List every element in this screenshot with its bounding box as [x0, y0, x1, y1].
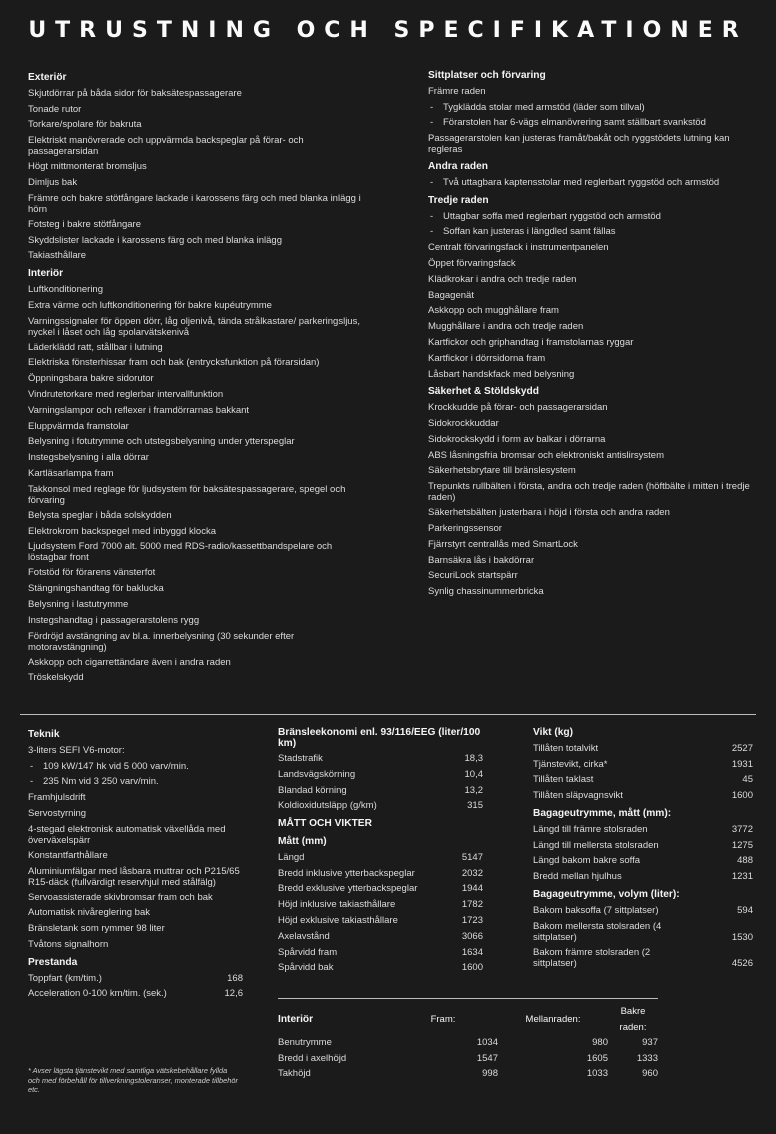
table-cell: 960	[642, 1068, 658, 1080]
table-header: Bakre raden:	[619, 1006, 647, 1033]
spec-row	[278, 960, 483, 976]
section-heading: Säkerhet & Stöldskydd	[428, 386, 539, 398]
spec-row	[533, 838, 753, 854]
section-heading: Bränsleekonomi enl. 93/116/EEG (liter/100 km)	[278, 727, 481, 749]
spec-label: Bredd mellan hjulhus	[533, 871, 622, 883]
list-item: Extra värme och luftkonditionering för bakre kupéutrymme	[28, 299, 272, 311]
teknik-section	[28, 725, 243, 1002]
spec-row	[278, 897, 483, 913]
section-divider	[20, 714, 756, 715]
section-heading: Prestanda	[28, 956, 78, 968]
spec-label: Längd	[278, 851, 305, 863]
spec-value: 488	[737, 855, 753, 867]
spec-value: 13,2	[464, 784, 483, 796]
list-item: Belysta speglar i båda solskydden	[28, 509, 172, 521]
table-cell: 1034	[476, 1037, 498, 1049]
list-item: Servoassisterade skivbromsar fram och bak	[28, 891, 213, 903]
list-item: 3-liters SEFI V6-motor:	[28, 744, 125, 756]
spec-label: Tillåten släpvagnsvikt	[533, 790, 623, 802]
spec-label: Bakom främre stolsraden (2 sittplatser)	[533, 946, 651, 969]
list-item: Torkare/spolare för bakruta	[28, 119, 142, 131]
spec-value: 1634	[461, 946, 483, 958]
table-header: Fram:	[430, 1013, 456, 1025]
list-item: Synlig chassinummerbricka	[428, 586, 544, 598]
list-item: Bagagenät	[428, 289, 474, 301]
list-item: Tröskelskydd	[28, 672, 84, 684]
spec-value: 1723	[461, 914, 483, 926]
spec-label: Längd till mellersta stolsraden	[533, 839, 659, 851]
list-item: Fotstöd för förarens vänsterfot	[28, 567, 156, 579]
list-item: ABS låsningsfria bromsar och elektroniskt antislirsystem	[428, 449, 665, 461]
sub-list-item: - Tygklädda stolar med armstöd (läder som tillval)	[428, 100, 758, 116]
list-item: Sidokrockkuddar	[428, 417, 499, 429]
list-item: Barnsäkra lås i bakdörrar	[428, 554, 535, 566]
list-item: Sidokrockskydd i form av balkar i dörrarna	[428, 433, 606, 445]
spec-row	[533, 945, 753, 971]
spec-value: 5147	[461, 851, 483, 863]
list-item: Kartläsarlampa fram	[28, 467, 114, 479]
spec-value: 1231	[731, 871, 753, 883]
table-row	[278, 1051, 658, 1067]
section-heading: Vikt (kg)	[533, 727, 574, 738]
list-item: Automatisk nivåreglering bak	[28, 907, 150, 919]
list-item: Takkonsol med reglage för ljudsystem för baksätespassagerare, spegel och förvaring	[28, 483, 346, 506]
weight-and-luggage-section	[533, 723, 753, 971]
list-item: 4-stegad elektronisk automatisk växellåda med överväxelspärr	[28, 823, 226, 846]
list-item: Främre och bakre stötfångare lackade i karossens färg och med blanka inlägg i hörn	[28, 192, 361, 215]
spec-label: Längd till främre stolsraden	[533, 823, 648, 835]
spec-row	[278, 881, 483, 897]
spec-value: 1600	[731, 790, 753, 802]
spec-value: 12,6	[224, 988, 243, 1000]
spec-label: Bakom baksoffa (7 sittplatser)	[533, 904, 659, 916]
list-item: Belysning i lastutrymme	[28, 598, 129, 610]
spec-row	[278, 850, 483, 866]
list-item: Eluppvärmda framstolar	[28, 420, 129, 432]
list-item: Elektriskt manövrerade och uppvärmda backspeglar på förar- och passagerarsidan	[28, 135, 304, 158]
spec-row	[533, 741, 753, 757]
list-item: Askkopp och mugghållare fram	[428, 305, 559, 317]
spec-value: 2527	[731, 742, 753, 754]
list-item: Trepunkts rullbälten i första, andra och tredje raden (höftbälte i mitten i tredje raden)	[428, 481, 750, 504]
list-item: Servostyrning	[28, 807, 87, 819]
table-cell: 1605	[586, 1052, 608, 1064]
list-item: Varningslampor och reflexer i framdörrarnas bakkant	[28, 404, 250, 416]
spec-row	[278, 866, 483, 882]
spec-label: Toppfart (km/tim.)	[28, 972, 102, 984]
section-heading: Mått (mm)	[278, 835, 327, 847]
spec-value: 594	[737, 904, 753, 916]
spec-label: Tillåten taklast	[533, 774, 594, 786]
section-heading: MÅTT OCH VIKTER	[278, 818, 372, 830]
list-item: Belysning i fotutrymme och utstegsbelysning under ytterspeglar	[28, 436, 295, 448]
list-item: Elektrokrom backspegel med inbyggd klocka	[28, 525, 216, 537]
spec-row	[533, 822, 753, 838]
list-item: Säkerhetsbälten justerbara i höjd i första och andra raden	[428, 507, 670, 519]
spec-row	[28, 971, 243, 987]
list-item: SecuriLock startspärr	[428, 570, 518, 582]
table-cell: 1033	[586, 1068, 608, 1080]
sub-list-item: - Förarstolen har 6-vägs elmanövrering samt ställbart svankstöd	[428, 115, 758, 131]
spec-row	[28, 986, 243, 1002]
list-item: Låsbart handskfack med belysning	[428, 368, 575, 380]
spec-value: 3066	[461, 930, 483, 942]
table-row-label: Benutrymme	[278, 1037, 332, 1049]
spec-label: Stadstrafik	[278, 753, 323, 764]
table-header: Mellanraden:	[525, 1013, 581, 1025]
list-item: Vindrutetorkare med reglerbar intervallfunktion	[28, 388, 224, 400]
list-item: Centralt förvaringsfack i instrumentpanelen	[428, 242, 609, 254]
spec-value: 4526	[731, 957, 753, 969]
spec-value: 1782	[461, 899, 483, 911]
spec-value: 18,3	[464, 753, 483, 764]
spec-row	[278, 783, 483, 799]
spec-label: Axelavstånd	[278, 930, 330, 942]
spec-label: Längd bakom bakre soffa	[533, 855, 641, 867]
spec-value: 45	[742, 774, 753, 786]
list-item: Kartfickor och griphandtag i framstolarnas ryggar	[428, 336, 634, 348]
section-heading: Exteriör	[28, 72, 67, 83]
spec-value: 1275	[731, 839, 753, 851]
table-cell: 1547	[476, 1052, 498, 1064]
list-item: Takiasthållare	[28, 250, 87, 262]
list-item: Skjutdörrar på båda sidor för baksätespassagerare	[28, 87, 242, 99]
spec-row	[533, 788, 753, 804]
spec-label: Bredd inklusive ytterbackspeglar	[278, 867, 415, 879]
spec-label: Blandad körning	[278, 784, 347, 796]
spec-row	[278, 929, 483, 945]
table-row-label: Bredd i axelhöjd	[278, 1052, 347, 1064]
table-cell: 980	[592, 1037, 608, 1049]
spec-value: 3772	[731, 823, 753, 835]
spec-value: 168	[227, 972, 243, 984]
list-item: Tvåtons signalhorn	[28, 938, 109, 950]
equipment-column-right	[428, 66, 758, 600]
list-item: Öppningsbara bakre sidorutor	[28, 373, 154, 385]
spec-label: Tjänstevikt, cirka*	[533, 758, 608, 770]
spec-label: Tillåten totalvikt	[533, 742, 599, 754]
spec-row	[533, 919, 753, 945]
spec-row	[278, 945, 483, 961]
list-item: Stängningshandtag för baklucka	[28, 583, 164, 595]
table-header-row	[278, 1004, 658, 1035]
section-heading: Bagageutrymme, mått (mm):	[533, 807, 672, 819]
interior-table-divider	[278, 998, 658, 999]
list-item: Dimljus bak	[28, 176, 78, 188]
list-item: Säkerhetsbrytare till bränslesystem	[428, 465, 576, 477]
list-item: Kartfickor i dörrsidorna fram	[428, 352, 546, 364]
interior-dimensions-table	[278, 1004, 658, 1082]
list-item: Öppet förvaringsfack	[428, 257, 516, 269]
section-heading: Andra raden	[428, 161, 489, 173]
equipment-column-left	[28, 68, 368, 686]
spec-value: 1530	[731, 931, 753, 943]
sub-list-item: - 109 kW/147 hk vid 5 000 varv/min.	[28, 759, 243, 775]
spec-row	[533, 869, 753, 885]
list-item: Mugghållare i andra och tredje raden	[428, 321, 584, 333]
spec-row	[278, 767, 483, 783]
spec-row	[533, 757, 753, 773]
list-item: Tonade rutor	[28, 103, 82, 115]
list-item: Fördröjd avstängning av bl.a. innerbelysning (30 sekunder efter motoravstängning)	[28, 630, 295, 653]
spec-value: 315	[467, 800, 483, 812]
list-item: Luftkonditionering	[28, 283, 103, 295]
spec-row	[533, 853, 753, 869]
table-cell: 998	[482, 1068, 498, 1080]
sub-list-item: - Två uttagbara kaptensstolar med reglerbart ryggstöd och armstöd	[428, 175, 758, 191]
list-item: Aluminiumfälgar med låsbara muttrar och P215/65 R15-däck (fullvärdigt reservhjul med stålfälg)	[28, 865, 240, 888]
section-heading: Interiör	[28, 268, 64, 280]
spec-label: Höjd exklusive takiasthållare	[278, 914, 398, 926]
spec-value: 1944	[461, 883, 483, 895]
list-item: Instegsbelysning i alla dörrar	[28, 452, 149, 464]
list-item: Klädkrokar i andra och tredje raden	[428, 273, 577, 285]
list-item: Parkeringssensor	[428, 522, 502, 534]
spec-value: 2032	[461, 867, 483, 879]
list-item: Högt mittmonterat bromsljus	[28, 161, 147, 173]
table-header: Interiör	[278, 1013, 314, 1025]
list-item: Ljudsystem Ford 7000 alt. 5000 med RDS-radio/kassettbandspelare och löstagbar front	[28, 541, 333, 564]
page-title: UTRUSTNING OCH SPECIFIKATIONER	[28, 18, 748, 43]
list-item: Främre raden	[428, 85, 486, 97]
spec-label: Acceleration 0-100 km/tim. (sek.)	[28, 988, 167, 1000]
list-item: Instegshandtag i passagerarstolens rygg	[28, 614, 200, 626]
list-item: Konstantfarthållare	[28, 849, 108, 861]
sub-list-item: - Uttagbar soffa med reglerbart ryggstöd och armstöd	[428, 209, 758, 225]
list-item: Läderklädd ratt, stållbar i lutning	[28, 341, 163, 353]
footnote: * Avser lägsta tjänstevikt med samtliga vätskebehållare fyllda och med förbehåll för tillverkningstoleranser, monterade tillbehör etc.	[28, 1066, 238, 1095]
section-heading: Tredje raden	[428, 194, 489, 206]
spec-value: 1600	[461, 962, 483, 974]
spec-value: 10,4	[464, 768, 483, 780]
table-row	[278, 1035, 658, 1051]
fuel-and-dimensions-section	[278, 723, 483, 976]
list-item: Askkopp och cigarrettändare även i andra raden	[28, 656, 231, 668]
list-item: Elektriska fönsterhissar fram och bak (entrycksfunktion på förarsidan)	[28, 357, 320, 369]
list-item: Bränsletank som rymmer 98 liter	[28, 923, 165, 935]
spec-row	[533, 903, 753, 919]
spec-row	[278, 751, 483, 767]
table-cell: 1333	[636, 1052, 658, 1064]
spec-row	[533, 772, 753, 788]
sub-list-item: - 235 Nm vid 3 250 varv/min.	[28, 774, 243, 790]
table-cell: 937	[642, 1037, 658, 1049]
list-item: Framhjulsdrift	[28, 792, 86, 804]
list-item: Skyddslister lackade i karossens färg och med blanka inlägg	[28, 234, 282, 246]
section-heading: Sittplatser och förvaring	[428, 70, 546, 81]
spec-row	[278, 913, 483, 929]
spec-row	[278, 798, 483, 814]
section-heading: Bagageutrymme, volym (liter):	[533, 888, 680, 900]
section-heading: Teknik	[28, 729, 60, 740]
spec-value: 1931	[731, 758, 753, 770]
spec-label: Bakom mellersta stolsraden (4 sittplatser)	[533, 920, 662, 943]
sub-list-item: - Soffan kan justeras i längdled samt fällas	[428, 224, 758, 240]
spec-label: Koldioxidutsläpp (g/km)	[278, 800, 377, 812]
list-item: Fjärrstyrt centrallås med SmartLock	[428, 538, 578, 550]
table-row-label: Takhöjd	[278, 1068, 311, 1080]
spec-label: Spårvidd fram	[278, 946, 338, 958]
spec-label: Bredd exklusive ytterbackspeglar	[278, 883, 418, 895]
sub-list-item: - Passagerarstolen kan justeras framåt/bakåt och ryggstödets lutning kan regleras	[428, 131, 758, 157]
list-item: Fotsteg i bakre stötfångare	[28, 218, 142, 230]
list-item: Krockkudde på förar- och passagerarsidan	[428, 402, 608, 414]
list-item: Varningssignaler för öppen dörr, låg oljenivå, tända strålkastare/ parkeringsljus, nyckel i låset och låg spolarvätskenivå	[28, 315, 360, 338]
spec-label: Höjd inklusive takiasthållare	[278, 899, 396, 911]
spec-label: Spårvidd bak	[278, 962, 334, 974]
spec-label: Landsvägskörning	[278, 768, 356, 780]
table-row	[278, 1066, 658, 1082]
